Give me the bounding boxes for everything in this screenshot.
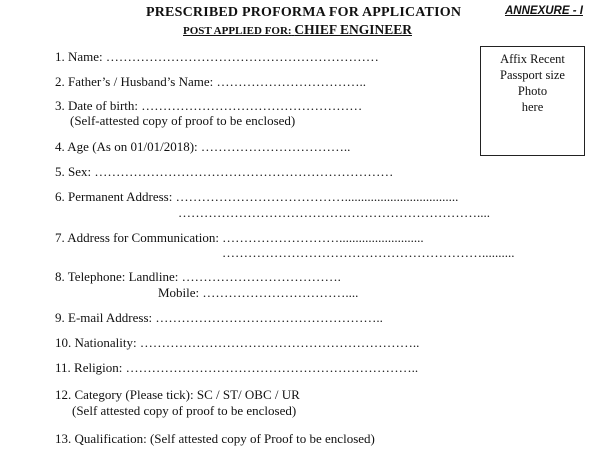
annexure-label: ANNEXURE - I: [505, 5, 583, 17]
photo-box-line: Photo: [517, 84, 548, 98]
photo-box-line: Passport size: [500, 68, 565, 82]
photo-box: [480, 46, 585, 156]
field-communication-address-line2[interactable]: ……………………………………………………..........: [222, 245, 515, 260]
field-email[interactable]: 9. E-mail Address: ……………………………………………..: [55, 310, 383, 325]
post-value: CHIEF ENGINEER: [294, 22, 412, 37]
field-qualification[interactable]: 13. Qualification: (Self attested copy of Proof to be enclosed): [55, 431, 375, 446]
photo-box-line: Affix Recent: [500, 52, 565, 66]
field-nationality[interactable]: 10. Nationality: ………………………………………………………..: [55, 335, 420, 350]
field-religion[interactable]: 11. Religion: …………………………………………………………..: [55, 360, 419, 375]
field-father-husband-name[interactable]: 2. Father’s / Husband’s Name: ……………………………..: [55, 74, 367, 89]
field-telephone-landline[interactable]: 8. Telephone: Landline: ……………………………….: [55, 269, 341, 284]
field-age[interactable]: 4. Age (As on 01/01/2018): ……………………………..: [55, 139, 351, 154]
post-label: POST APPLIED FOR:: [183, 25, 292, 37]
category-note: (Self attested copy of proof to be enclosed): [72, 403, 297, 418]
field-name[interactable]: 1. Name: ………………………………………………………: [55, 49, 379, 64]
field-permanent-address-line2[interactable]: ……………………………………………………………....: [178, 205, 490, 220]
dob-note: (Self-attested copy of proof to be enclosed): [70, 113, 296, 128]
field-sex[interactable]: 5. Sex: ……………………………………………………………: [55, 164, 394, 179]
photo-box-line: here: [521, 100, 544, 114]
field-telephone-mobile[interactable]: Mobile: ……………………………....: [158, 285, 359, 300]
field-date-of-birth[interactable]: 3. Date of birth: ……………………………………………: [55, 98, 363, 113]
post-applied-for: [183, 22, 412, 38]
form-title: PRESCRIBED PROFORMA FOR APPLICATION: [146, 5, 462, 20]
field-permanent-address[interactable]: 6. Permanent Address: …………………………………...................................: [55, 189, 459, 204]
field-communication-address[interactable]: 7. Address for Communication: ………………………..........................: [55, 230, 424, 245]
field-category[interactable]: 12. Category (Please tick): SC / ST/ OBC / UR: [55, 387, 300, 402]
